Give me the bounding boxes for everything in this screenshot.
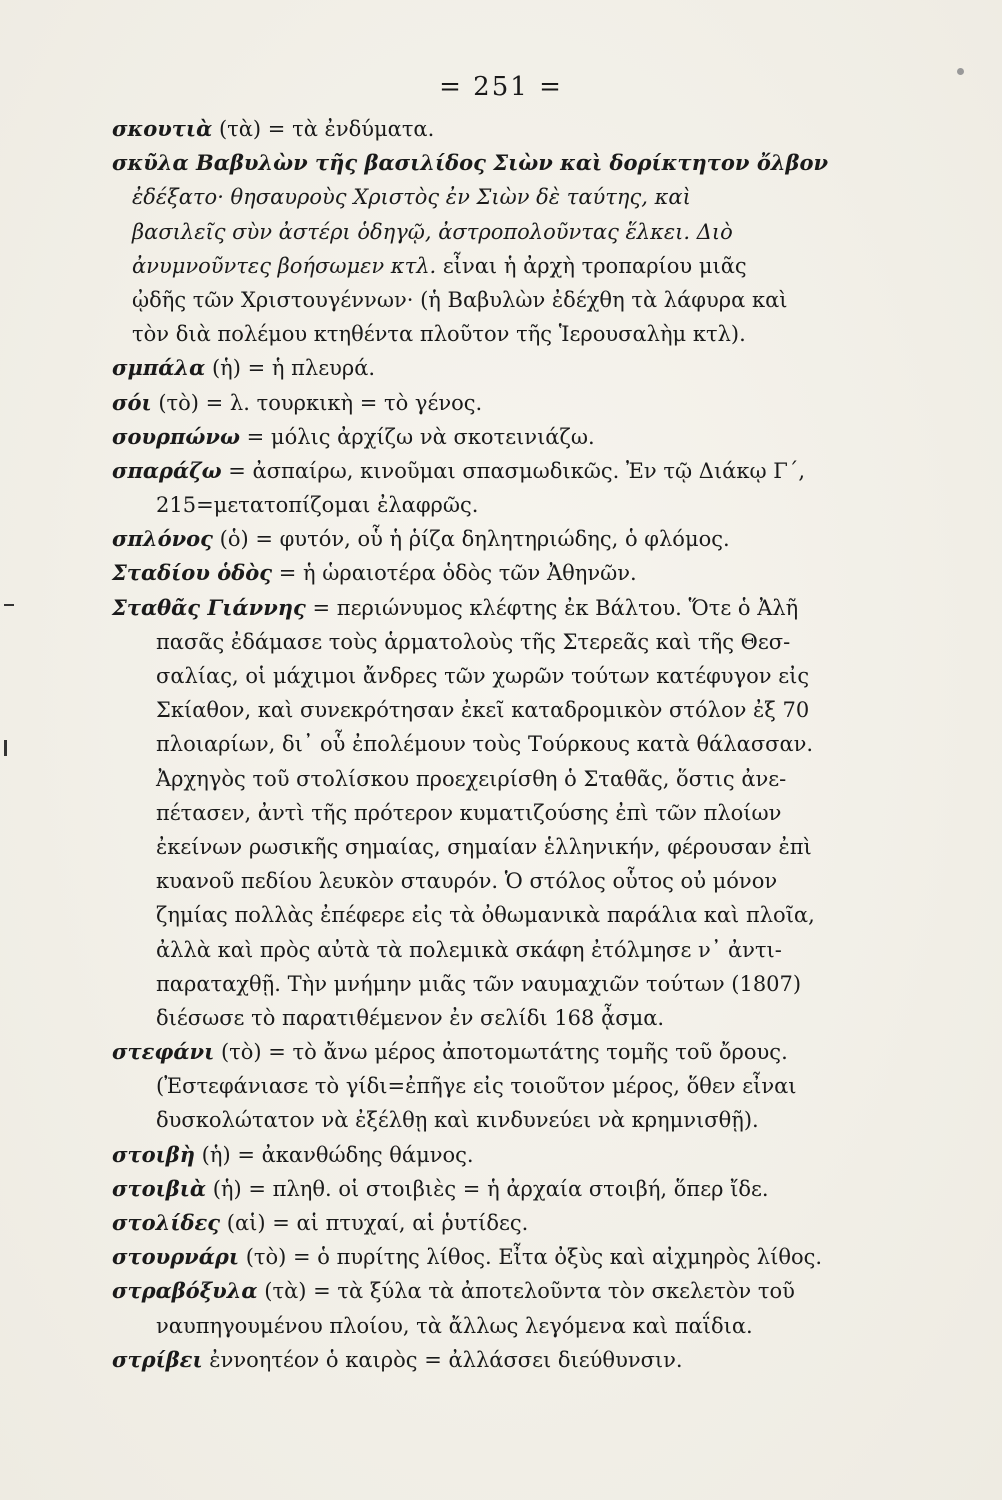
headword: σμπάλα (112, 355, 206, 381)
headword: σόι (112, 389, 152, 415)
definition-text: (αἱ) = αἱ πτυχαί, αἱ ῥυτίδες. (220, 1211, 529, 1235)
quoted-hymn-text: βασιλεῖς σὺν ἀστέρι ὁδηγῷ, ἀστροπολοῦντας ἕλκει. Διὸ (132, 219, 733, 244)
definition-text: = ἡ ὡραιοτέρα ὁδὸς τῶν Ἀθηνῶν. (272, 561, 637, 586)
headword: στουρνάρι (112, 1244, 240, 1270)
entry-line (112, 1206, 902, 1240)
headword: σουρπώνω (112, 423, 240, 449)
continuation-line (112, 283, 902, 317)
entry-line (112, 420, 902, 454)
headword: στοιβιὰ (112, 1175, 207, 1201)
headword: σπαράζω (112, 457, 222, 483)
definition-text: (τὸ) = τὸ ἄνω μέρος ἀποτομωτάτης τομῆς τοῦ ὄρους. (214, 1040, 788, 1065)
entry-line (112, 1172, 902, 1206)
definition-text: (ἡ) = ἀκανθώδης θάμνος. (195, 1142, 474, 1167)
continuation-line (112, 693, 902, 727)
entry-line (112, 1274, 902, 1308)
continuation-line (112, 317, 902, 351)
definition-text: κυανοῦ πεδίου λευκὸν σταυρόν. Ὁ στόλος οὗτος οὐ μόνον (156, 869, 778, 894)
entry-line (112, 1035, 902, 1069)
continuation-line (112, 898, 902, 932)
continuation-line (112, 1103, 902, 1137)
continuation-line (112, 830, 902, 864)
headword: στοιβὴ (112, 1141, 195, 1167)
definition-text: τὸν διὰ πολέμου κτηθέντα πλοῦτον τῆς Ἱερουσαλὴμ κτλ). (132, 322, 746, 347)
entry-line (112, 386, 902, 420)
definition-text: ζημίας πολλὰς ἐπέφερε εἰς τὰ ὀθωμανικὰ παράλια καὶ πλοῖα, (156, 903, 815, 928)
entry-line (112, 112, 902, 146)
margin-mark (4, 740, 7, 756)
continuation-line (112, 249, 902, 283)
continuation-line (112, 1001, 902, 1035)
definition-text: Σκίαθον, καὶ συνεκρότησαν ἐκεῖ καταδρομικὸν στόλον ἐξ 70 (156, 698, 810, 723)
definition-text: παραταχθῇ. Τὴν μνήμην μιᾶς τῶν ναυμαχιῶν τούτων (1807) (156, 971, 802, 996)
definition-text: 215=μετατοπίζομαι ἐλαφρῶς. (156, 493, 479, 518)
entry-line (112, 591, 902, 625)
definition-text: ναυπηγουμένου πλοίου, τὰ ἄλλως λεγόμενα καὶ παΐδια. (156, 1313, 753, 1338)
definition-text: πασᾶς ἐδάμασε τοὺς ἁρματολοὺς τῆς Στερεᾶς καὶ τῆς Θεσ- (156, 629, 791, 654)
continuation-line (112, 625, 902, 659)
headword: Σταθᾶς Γιάννης (112, 594, 306, 620)
continuation-line (112, 659, 902, 693)
definition-text: (τὰ) = τὰ ἐνδύματα. (212, 117, 435, 141)
definition-text: = ἀσπαίρω, κινοῦμαι σπασμωδικῶς. Ἐν τῷ Διάκῳ Γ΄, (221, 458, 806, 483)
continuation-line (112, 215, 902, 249)
margin-mark (4, 604, 14, 606)
headword: στρίβει (112, 1346, 203, 1372)
definition-text: πέτασεν, ἀντὶ τῆς πρότερον κυματιζούσης ἐπὶ τῶν πλοίων (156, 800, 782, 825)
continuation-line (112, 727, 902, 761)
dictionary-entries (112, 112, 902, 1377)
definition-text: (Ἐστεφάνιασε τὸ γίδι=ἐπῆγε εἰς τοιοῦτον μέρος, ὅθεν εἶναι (156, 1074, 797, 1099)
definition-text: ἀλλὰ καὶ πρὸς αὐτὰ τὰ πολεμικὰ σκάφη ἐτόλμησε ν᾽ ἀντι- (156, 937, 782, 962)
continuation-line (112, 933, 902, 967)
continuation-line (112, 180, 902, 214)
definition-text: διέσωσε τὸ παρατιθέμενον ἐν σελίδι 168 ᾆσμα. (156, 1005, 665, 1030)
definition-text: ἐννοητέον ὁ καιρὸς = ἀλλάσσει διεύθυνσιν. (202, 1347, 683, 1372)
headword: στεφάνι (112, 1039, 215, 1065)
definition-text: (τὰ) = τὰ ξύλα τὰ ἀποτελοῦντα τὸν σκελετὸν τοῦ (257, 1279, 795, 1304)
definition-text: (ἡ) = ἡ πλευρά. (205, 356, 376, 381)
definition-text: σαλίας, οἱ μάχιμοι ἄνδρες τῶν χωρῶν τούτων κατέφυγον εἰς (156, 664, 810, 688)
definition-text: ἐκείνων ρωσικῆς σημαίας, σημαίαν ἑλληνικήν, φέρουσαν ἐπὶ (156, 834, 812, 859)
entry-line (112, 1138, 902, 1172)
headword: Σταδίου ὁδὸς (112, 560, 273, 586)
definition-text: ᾠδῆς τῶν Χριστουγέννων· (ἡ Βαβυλὼν ἐδέχθη τὰ λάφυρα καὶ (132, 287, 788, 312)
definition-text: δυσκολώτατον νὰ ἐξέλθῃ καὶ κινδυνεύει νὰ κρημνισθῇ). (156, 1108, 759, 1133)
continuation-line (112, 1069, 902, 1103)
entry-line (112, 454, 902, 488)
page-number: = 251 = (439, 72, 563, 102)
definition-text: πλοιαρίων, δι᾽ οὗ ἐπολέμουν τοὺς Τούρκους κατὰ θάλασσαν. (156, 732, 814, 757)
headword: στραβόξυλα (112, 1278, 258, 1304)
definition-text: = περιώνυμος κλέφτης ἐκ Βάλτου. Ὅτε ὁ Ἀλῆ (305, 595, 799, 620)
quoted-hymn-text: ἐδέξατο· θησαυροὺς Χριστὸς ἐν Σιὼν δὲ ταύτης, καὶ (132, 185, 691, 210)
continuation-line (112, 488, 902, 522)
continuation-line (112, 864, 902, 898)
definition-text: (ὁ) = φυτόν, οὗ ἡ ῥίζα δηλητηριώδης, ὁ φλόμος. (212, 527, 730, 552)
entry-line (112, 146, 902, 180)
definition-text: εἶναι ἡ ἀρχὴ τροπαρίου μιᾶς (436, 253, 747, 278)
entry-line (112, 522, 902, 556)
entry-line (112, 556, 902, 590)
entry-line (112, 351, 902, 385)
entry-line (112, 1240, 902, 1274)
continuation-line (112, 1309, 902, 1343)
definition-text: (τὸ) = ὁ πυρίτης λίθος. Εἶτα ὀξὺς καὶ αἰχμηρὸς λίθος. (239, 1245, 823, 1270)
definition-text: Ἀρχηγὸς τοῦ στολίσκου προεχειρίσθη ὁ Σταθᾶς, ὅστις ἀνε- (156, 766, 787, 791)
headword: σπλόνος (112, 526, 213, 552)
definition-text: (ἡ) = πληθ. οἱ στοιβιὲς = ἡ ἀρχαία στοιβή, ὅπερ ἴδε. (206, 1176, 769, 1201)
definition-text: (τὸ) = λ. τουρκικὴ = τὸ γένος. (151, 390, 483, 415)
continuation-line (112, 762, 902, 796)
headword: σκῦλα Βαβυλὼν τῆς βασιλίδος Σιὼν καὶ δορίκτητον ὄλβον (112, 150, 829, 176)
headword: στολίδες (112, 1210, 221, 1235)
definition-text: = μόλις ἀρχίζω νὰ σκοτεινιάζω. (239, 424, 595, 449)
entry-line (112, 1343, 902, 1377)
quoted-hymn-text: ἀνυμνοῦντες βοήσωμεν κτλ. (132, 253, 437, 278)
continuation-line (112, 967, 902, 1001)
headword: σκουτιὰ (112, 116, 213, 141)
continuation-line (112, 796, 902, 830)
